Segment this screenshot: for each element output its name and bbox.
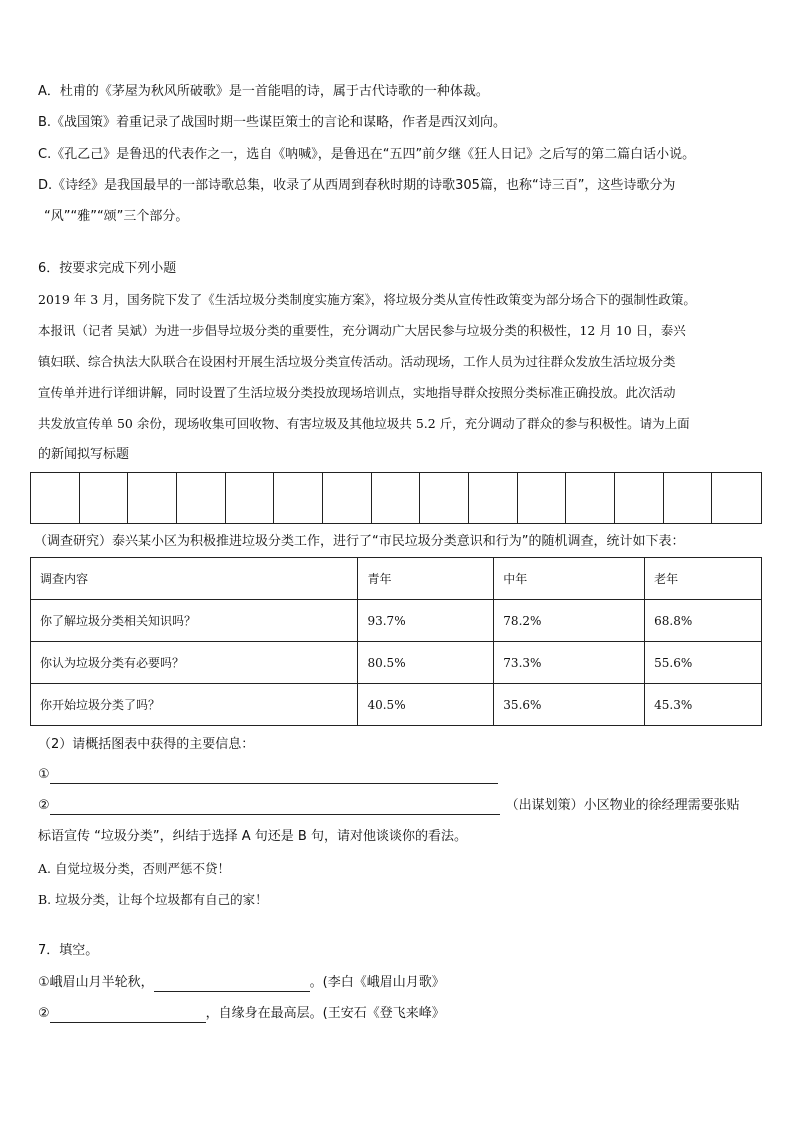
answer-blank-2[interactable] [50,800,500,815]
q5-option-d: D.《诗经》是我国最早的一部诗歌总集，收录了从西周到春秋时期的诗歌305篇，也称“诗三百”，这些诗歌分为 [38,178,676,193]
answer-blank-1[interactable] [50,769,498,784]
table-header: 老年 [645,558,762,600]
sub-question-2: （2）请概括图表中获得的主要信息： [38,737,255,752]
answer-line-2 [38,797,740,815]
circled-2: ② [38,1006,50,1021]
grid-cell[interactable] [664,473,713,523]
table-header: 中年 [494,558,645,600]
table-header-row [31,558,762,600]
poem-text: ①峨眉山月半轮秋， [38,975,154,990]
table-cell: 78.2% [494,600,645,642]
table-header: 青年 [358,558,494,600]
table-header: 调查内容 [31,558,358,600]
slogan-option-a: A. 自觉垃圾分类，否则严惩不贷！ [38,861,230,876]
q5-option-a: A．杜甫的《茅屋为秋风所破歌》是一首能唱的诗，属于古代诗歌的一种体裁。 [38,84,489,99]
table-cell: 45.3% [645,684,762,726]
news-line: 2019 年 3 月，国务院下发了《生活垃圾分类制度实施方案》，将垃圾分类从宣传性政策变为部分场合下的强制性政策。 [38,292,696,307]
grid-cell[interactable] [469,473,518,523]
q7-line-1 [38,974,445,992]
poem-blank-2[interactable] [50,1008,206,1023]
q5-option-c: C.《孔乙己》是鲁迅的代表作之一，选自《呐喊》，是鲁迅在“五四”前夕继《狂人日记》之后写的第二篇白话小说。 [38,147,696,162]
table-row [31,600,762,642]
grid-cell[interactable] [274,473,323,523]
table-cell: 35.6% [494,684,645,726]
q6-news-passage [38,284,760,439]
title-answer-grid[interactable] [30,472,762,524]
table-row [31,684,762,726]
plan-label: （出谋划策）小区物业的徐经理需要张贴 [505,798,740,813]
grid-cell[interactable] [128,473,177,523]
plan-line-2: 标语宣传 “垃圾分类”，纠结于选择 A 句还是 B 句，请对他谈谈你的看法。 [38,829,467,844]
table-cell: 93.7% [358,600,494,642]
grid-cell[interactable] [177,473,226,523]
grid-cell[interactable] [420,473,469,523]
q5-option-b: B.《战国策》着重记录了战国时期一些谋臣策士的言论和谋略，作者是西汉刘向。 [38,115,507,130]
news-line: 本报讯（记者 吴斌）为进一步倡导垃圾分类的重要性，充分调动广大居民参与垃圾分类的积极性，12 月 10 日，泰兴 [38,323,686,338]
table-cell: 73.3% [494,642,645,684]
table-cell: 你开始垃圾分类了吗？ [31,684,358,726]
poem-blank-1[interactable] [154,977,310,992]
table-cell: 55.6% [645,642,762,684]
q7-line-2 [38,1005,445,1023]
news-line: 镇妇联、综合执法大队联合在设困村开展生活垃圾分类宣传活动。活动现场，工作人员为过往群众发放生活垃圾分类 [38,354,676,369]
grid-cell[interactable] [323,473,372,523]
table-row [31,642,762,684]
grid-cell[interactable] [226,473,275,523]
grid-cell[interactable] [712,473,761,523]
poem-source: ，自缘身在最高层。(王安石《登飞来峰》 [205,1006,445,1021]
title-prompt: 的新闻拟写标题 [38,447,130,462]
table-cell: 68.8% [645,600,762,642]
news-line: 宣传单并进行详细讲解，同时设置了生活垃圾分类投放现场培训点，实地指导群众按照分类标准正确投放。此次活动 [38,385,676,400]
grid-cell[interactable] [372,473,421,523]
q5-option-d-cont: “风”“雅”“颂”三个部分。 [44,209,189,224]
grid-cell[interactable] [518,473,567,523]
slogan-option-b: B. 垃圾分类，让每个垃圾都有自己的家！ [38,892,268,907]
table-cell: 80.5% [358,642,494,684]
table-cell: 40.5% [358,684,494,726]
news-line: 共发放宣传单 50 余份，现场收集可回收物、有害垃圾及其他垃圾共 5.2 斤，充分调动了群众的参与积极性。请为上面 [38,416,690,431]
grid-cell[interactable] [31,473,80,523]
circled-1: ① [38,767,50,782]
grid-cell[interactable] [566,473,615,523]
answer-line-1 [38,766,498,784]
q7-heading: 7．填空。 [38,943,99,958]
poem-source: 。(李白《峨眉山月歌》 [309,975,445,990]
q6-heading: 6．按要求完成下列小题 [38,261,177,276]
table-cell: 你认为垃圾分类有必要吗？ [31,642,358,684]
circled-2: ② [38,798,50,813]
survey-intro: （调查研究）泰兴某小区为积极推进垃圾分类工作，进行了“市民垃圾分类意识和行为”的随机调查，统计如下表： [34,534,685,549]
grid-cell[interactable] [615,473,664,523]
survey-table [30,557,762,726]
grid-cell[interactable] [80,473,129,523]
table-cell: 你了解垃圾分类相关知识吗？ [31,600,358,642]
